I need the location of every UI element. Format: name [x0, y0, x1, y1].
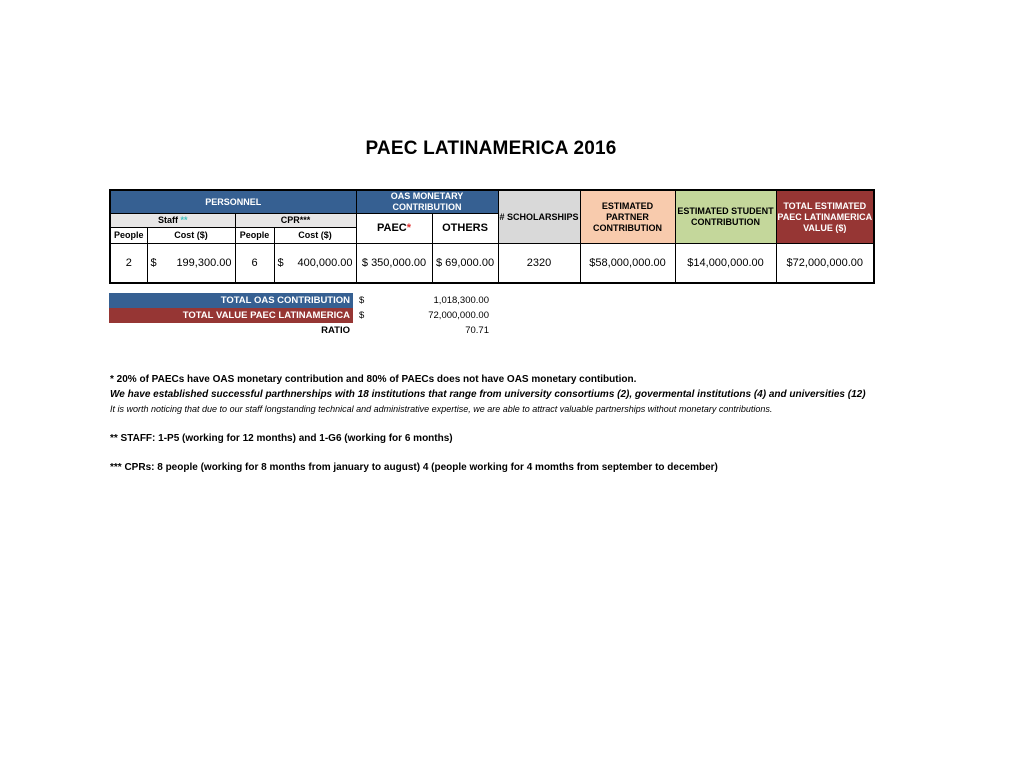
- staff-cost-cell: [147, 244, 235, 284]
- summary-row-oas: [109, 293, 489, 308]
- cpr-cost-currency: $: [277, 256, 284, 269]
- staff-label: Staff: [157, 215, 178, 225]
- summary-row-value: [109, 308, 489, 323]
- note-staff: ** STAFF: 1-P5 (working for 12 months) and 1-G6 (working for 6 months): [110, 433, 453, 444]
- partner-value-cell: $58,000,000.00: [580, 244, 675, 284]
- paec-label: PAEC: [377, 222, 407, 234]
- ratio-value: 70.71: [465, 325, 489, 336]
- page-title: PAEC LATINAMERICA 2016: [365, 138, 617, 159]
- summary-row-ratio: [109, 323, 489, 338]
- cpr-cost-value: 400,000.00: [297, 256, 353, 269]
- total-value-amount: 72,000,000.00: [428, 310, 489, 321]
- scholarships-header: # SCHOLARSHIPS: [498, 190, 580, 244]
- total-value-cell: $72,000,000.00: [776, 244, 874, 284]
- student-contribution-header: ESTIMATED STUDENT CONTRIBUTION: [675, 190, 776, 244]
- total-value-header: TOTAL ESTIMATED PAEC LATINAMERICA VALUE ($): [776, 190, 874, 244]
- paec-marker: *: [406, 222, 412, 234]
- note-cprs: *** CPRs: 8 people (working for 8 months from january to august) 4 (people working for 4 momths from september to december): [110, 462, 718, 473]
- footnotes: [110, 372, 910, 475]
- note-expertise: It is worth noticing that due to our staff longstanding technical and administrative expertise, we are able to attract valuable partnerships without monetary contributions.: [110, 404, 773, 414]
- personnel-header: PERSONNEL: [110, 190, 356, 214]
- total-value-label: TOTAL VALUE PAEC LATINAMERICA: [109, 308, 353, 323]
- table-row: [110, 244, 874, 284]
- oas-contribution-header: OAS MONETARY CONTRIBUTION: [356, 190, 498, 214]
- partner-contribution-header: ESTIMATED PARTNER CONTRIBUTION: [580, 190, 675, 244]
- cpr-people-header: People: [235, 228, 274, 244]
- others-value-cell: $ 69,000.00: [432, 244, 498, 284]
- scholarships-value-cell: 2320: [498, 244, 580, 284]
- others-header: OTHERS: [432, 214, 498, 244]
- paec-value-cell: $ 350,000.00: [356, 244, 432, 284]
- student-value-cell: $14,000,000.00: [675, 244, 776, 284]
- cpr-cost-cell: [274, 244, 356, 284]
- ratio-label: RATIO: [321, 325, 350, 336]
- cpr-cost-header: Cost ($): [274, 228, 356, 244]
- cpr-header: CPR***: [235, 214, 356, 228]
- staff-cost-value: 199,300.00: [176, 256, 232, 269]
- total-oas-currency: $: [359, 295, 365, 306]
- total-value-currency: $: [359, 310, 365, 321]
- total-oas-value: 1,018,300.00: [433, 295, 489, 306]
- note-paec-share: * 20% of PAECs have OAS monetary contribution and 80% of PAECs does not have OAS monetary contibution.: [110, 374, 637, 385]
- budget-table: [109, 189, 875, 284]
- staff-marker: **: [180, 215, 188, 225]
- staff-cost-header: Cost ($): [147, 228, 235, 244]
- staff-header: [110, 214, 235, 228]
- summary-block: [109, 293, 489, 338]
- staff-people-header: People: [110, 228, 147, 244]
- staff-people-cell: 2: [110, 244, 147, 284]
- note-partnerships: We have established successful parthnerships with 18 institutions that range from university consortiums (2), govermental institutions (4) and universities (12): [110, 389, 866, 400]
- staff-cost-currency: $: [150, 256, 157, 269]
- total-oas-label: TOTAL OAS CONTRIBUTION: [109, 293, 353, 308]
- cpr-people-cell: 6: [235, 244, 274, 284]
- paec-header: [356, 214, 432, 244]
